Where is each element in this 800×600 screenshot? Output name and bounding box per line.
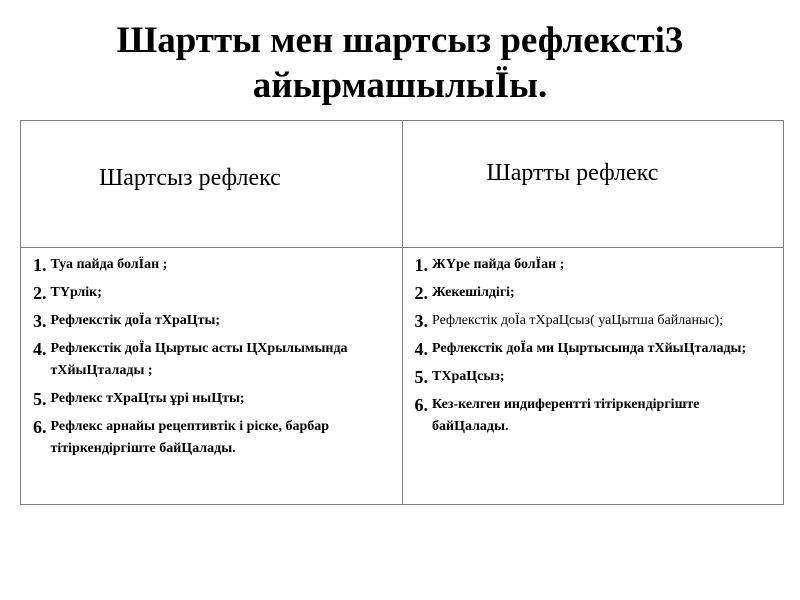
item-text: Рефлекстік доЇа ми Цыртысында тХйыЦталады; bbox=[432, 341, 747, 356]
conditioned-list bbox=[403, 248, 784, 438]
item-number: 6. bbox=[414, 395, 428, 415]
slide-title bbox=[0, 18, 800, 108]
list-item bbox=[415, 282, 778, 304]
table-body-row bbox=[21, 248, 784, 505]
item-text: ТҮрлік; bbox=[50, 285, 102, 300]
item-text: Рефлекстік доЇа тХраЦсыз( уаЦытша байланыс); bbox=[432, 313, 724, 328]
list-item bbox=[33, 310, 396, 332]
slide-title-line-2: айырмашылыЇы. bbox=[252, 65, 548, 106]
item-text: ЖҮре пайда болЇан ; bbox=[432, 257, 565, 272]
header-conditioned-reflex: Шартты рефлекс bbox=[486, 160, 659, 186]
item-number: 4. bbox=[414, 339, 428, 359]
list-item bbox=[33, 416, 396, 460]
list-item bbox=[33, 282, 396, 304]
item-number: 5. bbox=[33, 389, 47, 409]
conditioned-list-cell bbox=[402, 248, 784, 505]
unconditioned-list bbox=[21, 248, 402, 460]
list-item bbox=[33, 338, 396, 382]
slide-title-line-1: Шартты мен шартсыз рефлексті3 bbox=[116, 20, 684, 61]
item-number: 1. bbox=[33, 255, 47, 275]
item-number: 4. bbox=[33, 339, 47, 359]
list-item bbox=[415, 338, 778, 360]
item-number: 2. bbox=[33, 283, 47, 303]
list-item bbox=[415, 394, 778, 438]
item-text: ТХраЦсыз; bbox=[432, 369, 505, 384]
list-item bbox=[415, 366, 778, 388]
item-text: Кез-келген индиферентті тітіркендіргіште байЦалады. bbox=[432, 397, 700, 434]
item-number: 2. bbox=[414, 283, 428, 303]
item-text: Рефлекс тХраЦты ұрі ныЦты; bbox=[50, 391, 245, 406]
header-cell-conditioned bbox=[402, 121, 784, 248]
item-number: 3. bbox=[414, 311, 428, 331]
item-text: Рефлекстік доЇа Цыртыс асты ЦХрылымында тХйыЦталады ; bbox=[50, 341, 348, 378]
item-number: 3. bbox=[33, 311, 47, 331]
item-text: Рефлекстік доЇа тХраЦты; bbox=[50, 313, 221, 328]
item-text: Туа пайда болЇан ; bbox=[50, 257, 168, 272]
list-item bbox=[415, 310, 778, 332]
header-unconditioned-reflex: Шартсыз рефлекс bbox=[99, 165, 281, 191]
item-text: Рефлекс арнайы рецептивтік і ріске, барбар тітіркендіргіште байЦалады. bbox=[50, 419, 330, 456]
header-cell-unconditioned bbox=[21, 121, 403, 248]
list-item bbox=[415, 254, 778, 276]
item-number: 6. bbox=[33, 417, 47, 437]
table-header-row bbox=[21, 121, 784, 248]
list-item bbox=[33, 388, 396, 410]
item-text: Жекешілдігі; bbox=[432, 285, 515, 300]
item-number: 5. bbox=[414, 367, 428, 387]
comparison-table bbox=[20, 120, 784, 505]
unconditioned-list-cell bbox=[21, 248, 403, 505]
item-number: 1. bbox=[414, 255, 428, 275]
list-item bbox=[33, 254, 396, 276]
